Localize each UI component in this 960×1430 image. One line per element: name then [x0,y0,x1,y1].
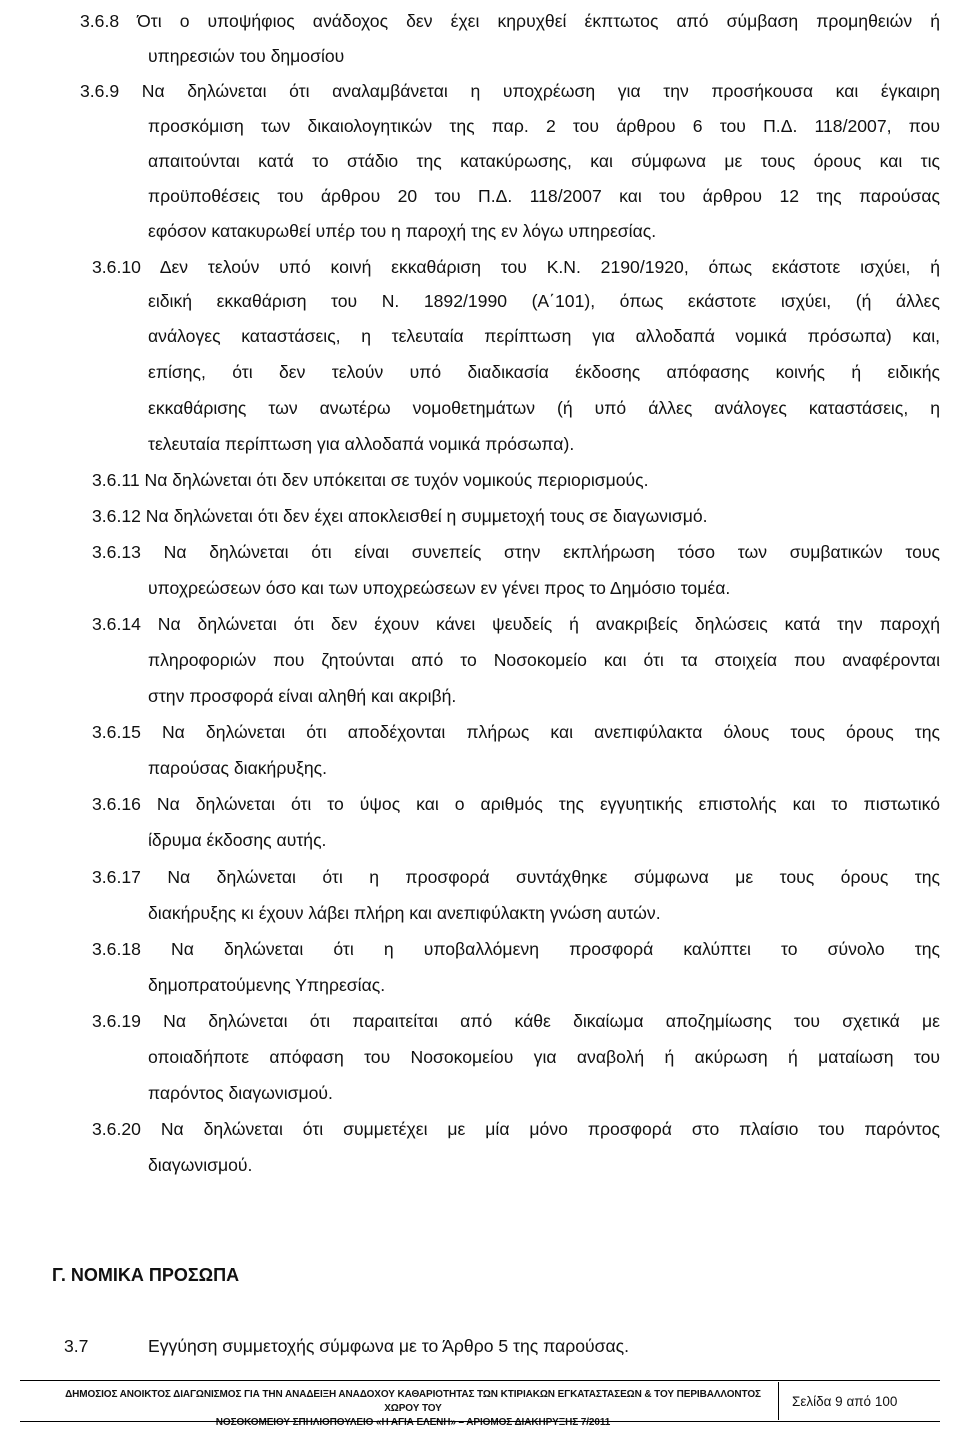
para-3-6-9-line-5: εφόσον κατακυρωθεί υπέρ του η παροχή της εν λόγω υπηρεσίας. [148,221,657,241]
para-3-6-19-line-2: οποιαδήποτε απόφαση του Νοσοκομείου για αναβολή ή ακύρωση ή ματαίωση του [148,1047,940,1067]
para-3-6-19-line-3: παρόντος διαγωνισμού. [148,1083,333,1103]
para-3-6-10-line-4: επίσης, ότι δεν τελούν υπό διαδικασία έκδοσης απόφασης κοινής ή ειδικής [148,362,940,382]
para-3-6-14-line-2: πληροφοριών που ζητούνται από το Νοσοκομείο και ότι τα στοιχεία που αναφέρονται [148,650,940,670]
para-3-6-17-line-1: 3.6.17 Να δηλώνεται ότι η προσφορά συντάχθηκε σύμφωνα με τους όρους της [92,867,940,887]
para-3-6-9-line-1: 3.6.9 Να δηλώνεται ότι αναλαμβάνεται η υποχρέωση για την προσήκουσα και έγκαιρη [80,81,940,101]
item-3-7-text: Εγγύηση συμμετοχής σύμφωνα με το Άρθρο 5 της παρούσας. [148,1336,630,1356]
para-3-6-9-line-3: απαιτούνται κατά το στάδιο της κατακύρωσης, και σύμφωνα με τους όρους και τις [148,151,940,171]
footer-page-number: Σελίδα 9 από 100 [792,1394,898,1409]
para-3-6-15-line-2: παρούσας διακήρυξης. [148,758,327,778]
para-3-6-12-line-1: 3.6.12 Να δηλώνεται ότι δεν έχει αποκλεισθεί η συμμετοχή τους σε διαγωνισμό. [92,506,708,526]
para-3-6-13-line-1: 3.6.13 Να δηλώνεται ότι είναι συνεπείς στην εκπλήρωση τόσο των συμβατικών τους [92,542,940,562]
para-3-6-15-line-1: 3.6.15 Να δηλώνεται ότι αποδέχονται πλήρως και ανεπιφύλακτα όλους τους όρους της [92,722,940,742]
para-3-6-10-line-3: ανάλογες καταστάσεις, η τελευταία περίπτωση για αλλοδαπά νομικά πρόσωπα) και, [148,326,940,346]
para-3-6-10-line-5: εκκαθάρισης των ανωτέρω νομοθετημάτων (ή υπό άλλες ανάλογες καταστάσεις, η [148,398,940,418]
para-3-6-10-line-1: 3.6.10 Δεν τελούν υπό κοινή εκκαθάριση του Κ.Ν. 2190/1920, όπως εκάστοτε ισχύει, ή [92,257,940,277]
para-3-6-20-line-2: διαγωνισμού. [148,1155,253,1175]
footer-title-line-2: ΝΟΣΟΚΟΜΕΙΟΥ ΣΠΗΛΙΟΠΟΥΛΕΙΟ «Η ΑΓΙΑ ΕΛΕΝΗ» – ΑΡΙΘΜΟΣ ΔΙΑΚΗΡΥΞΗΣ 7/2011 [215,1417,611,1428]
footer-bottom-rule [20,1421,940,1422]
para-3-6-9-line-4: προϋποθέσεις του άρθρου 20 του Π.Δ. 118/2007 και του άρθρου 12 της παρούσας [148,186,940,206]
section-heading: Γ. ΝΟΜΙΚΑ ΠΡΟΣΩΠΑ [52,1265,240,1285]
para-3-6-16-line-1: 3.6.16 Να δηλώνεται ότι το ύψος και ο αριθμός της εγγυητικής επιστολής και το πιστωτικό [92,794,940,814]
para-3-6-8-line-1: 3.6.8 Ότι ο υποψήφιος ανάδοχος δεν έχει κηρυχθεί έκπτωτος από σύμβαση προμηθειών ή [80,11,940,31]
para-3-6-10-line-2: ειδική εκκαθάριση του Ν. 1892/1990 (Α΄101), όπως εκάστοτε ισχύει, (ή άλλες [148,291,940,311]
para-3-6-14-line-3: στην προσφορά είναι αληθή και ακριβή. [148,686,457,706]
para-3-6-14-line-1: 3.6.14 Να δηλώνεται ότι δεν έχουν κάνει ψευδείς ή ανακριβείς δηλώσεις κατά την παροχή [92,614,940,634]
para-3-6-17-line-2: διακήρυξης κι έχουν λάβει πλήρη και ανεπιφύλακτη γνώση αυτών. [148,903,661,923]
para-3-6-8-line-2: υπηρεσιών του δημοσίου [148,46,345,66]
item-3-7-number: 3.7 [64,1336,89,1356]
footer-document-title [58,1388,768,1430]
para-3-6-19-line-1: 3.6.19 Να δηλώνεται ότι παραιτείται από κάθε δικαίωμα αποζημίωσης του σχετικά με [92,1011,940,1031]
para-3-6-9-line-2: προσκόμιση των δικαιολογητικών της παρ. 2 του άρθρου 6 του Π.Δ. 118/2007, που [148,116,940,136]
para-3-6-11-line-1: 3.6.11 Να δηλώνεται ότι δεν υπόκειται σε τυχόν νομικούς περιορισμούς. [92,470,649,490]
para-3-6-16-line-2: ίδρυμα έκδοσης αυτής. [148,830,327,850]
footer-title-line-1: ΔΗΜΟΣΙΟΣ ΑΝΟΙΚΤΟΣ ΔΙΑΓΩΝΙΣΜΟΣ ΓΙΑ ΤΗΝ ΑΝΑΔΕΙΞΗ ΑΝΑΔΟΧΟΥ ΚΑΘΑΡΙΟΤΗΤΑΣ ΤΩΝ ΚΤΙΡΙΑΚΩΝ ΕΓΚΑΤΑΣΤΑΣΕΩΝ & ΤΟΥ ΠΕΡΙΒΑΛΛΟΝΤΟΣ ΧΩΡΟΥ ΤΟΥ [65,1389,761,1414]
footer-top-rule [20,1380,940,1381]
para-3-6-13-line-2: υποχρεώσεων όσο και των υποχρεώσεων εν γένει προς το Δημόσιο τομέα. [148,578,731,598]
para-3-6-18-line-2: δημοπρατούμενης Υπηρεσίας. [148,975,386,995]
para-3-6-20-line-1: 3.6.20 Να δηλώνεται ότι συμμετέχει με μία μόνο προσφορά στο πλαίσιο του παρόντος [92,1119,940,1139]
para-3-6-10-line-6: τελευταία περίπτωση για αλλοδαπά νομικά πρόσωπα). [148,434,575,454]
footer-divider [778,1382,779,1420]
para-3-6-18-line-1: 3.6.18 Να δηλώνεται ότι η υποβαλλόμενη προσφορά καλύπτει το σύνολο της [92,939,940,959]
